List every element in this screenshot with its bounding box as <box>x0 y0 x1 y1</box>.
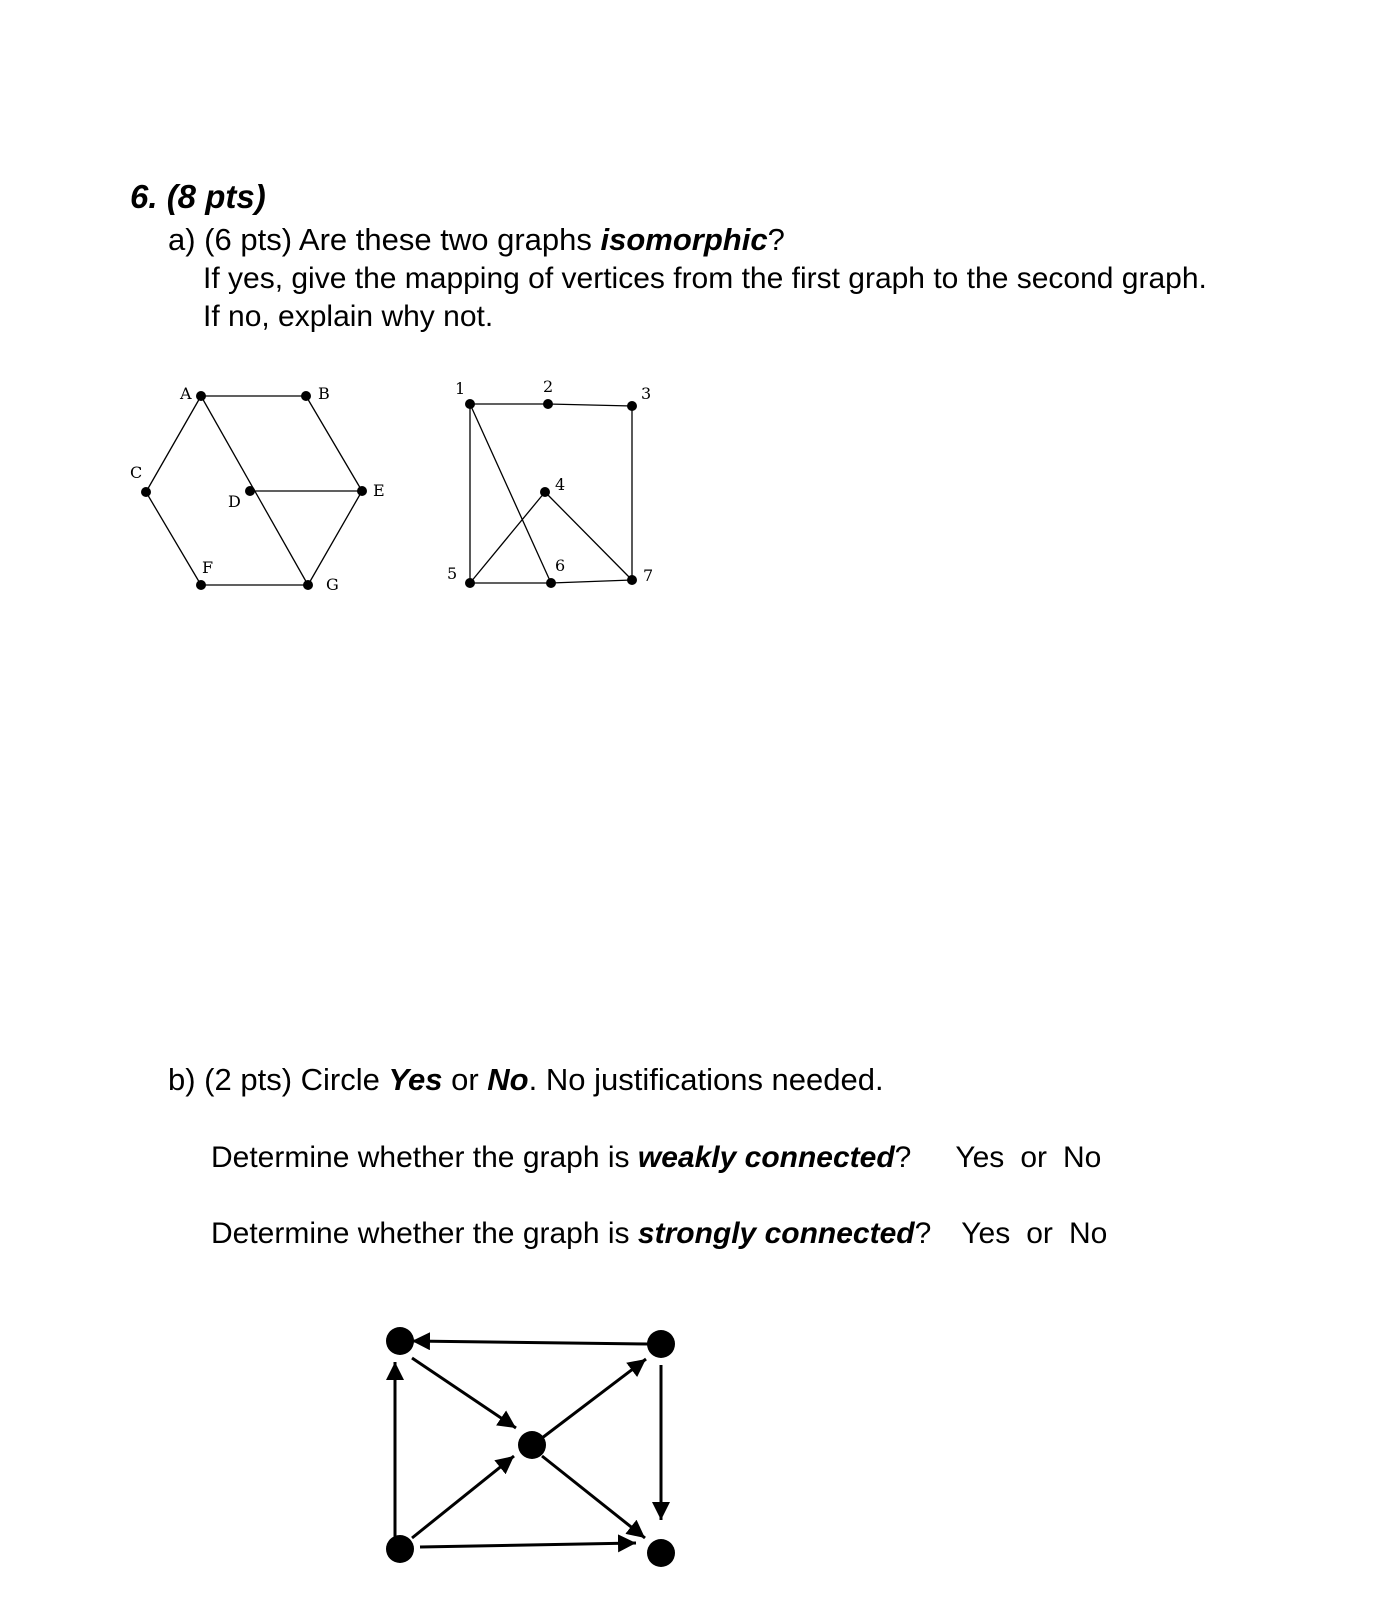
edge-1-6 <box>470 404 551 583</box>
weak-prefix: Determine whether the graph is <box>211 1141 638 1174</box>
label-c: C <box>130 463 143 482</box>
node-top-right <box>647 1330 675 1358</box>
arc-bottomleft-center <box>412 1456 514 1538</box>
strong-prefix: Determine whether the graph is <box>211 1217 638 1250</box>
arc-topright-topleft <box>412 1341 648 1344</box>
label-6: 6 <box>555 556 566 575</box>
strong-answer-yes[interactable]: Yes <box>961 1217 1011 1250</box>
arc-center-topright <box>542 1359 646 1438</box>
label-f: F <box>202 558 214 577</box>
arc-bottomleft-bottomright <box>420 1543 636 1547</box>
strong-answer-no[interactable]: No <box>1068 1217 1108 1250</box>
edge-c-f <box>146 492 201 585</box>
graph-2 <box>470 404 632 583</box>
vertex-4 <box>540 487 550 497</box>
part-a-no-instruction: If no, explain why not. <box>203 300 494 333</box>
weak-answer-choices <box>955 1141 1117 1175</box>
vertex-7 <box>627 575 637 585</box>
part-a-emphasis: isomorphic <box>600 222 768 257</box>
vertex-3 <box>627 401 637 411</box>
weak-answer-yes[interactable]: Yes <box>955 1141 1005 1174</box>
part-a-suffix: ? <box>767 222 785 257</box>
part-b-or: or <box>442 1062 488 1097</box>
graph-1-labels <box>130 384 385 594</box>
node-bottom-right <box>647 1539 675 1567</box>
label-1: 1 <box>455 379 466 398</box>
vertex-e <box>357 486 367 496</box>
vertex-a <box>196 391 206 401</box>
label-g: G <box>326 575 339 594</box>
label-2: 2 <box>543 377 554 396</box>
label-e: E <box>373 481 385 500</box>
edge-a-c <box>146 396 201 492</box>
edge-e-b <box>306 396 362 491</box>
label-b: B <box>318 384 330 403</box>
edge-g-e <box>308 491 362 585</box>
weak-emphasis: weakly connected <box>637 1141 895 1174</box>
arc-topleft-center <box>412 1358 516 1428</box>
edge-7-6 <box>551 580 632 583</box>
directed-graph-vertices <box>386 1327 675 1567</box>
edge-2-3 <box>548 404 632 406</box>
label-4: 4 <box>555 475 566 494</box>
vertex-d <box>245 486 255 496</box>
vertex-2 <box>543 399 553 409</box>
label-7: 7 <box>643 566 654 585</box>
weakly-connected-question <box>211 1141 1117 1175</box>
node-top-left <box>386 1327 414 1355</box>
label-5: 5 <box>447 564 458 583</box>
node-bottom-left <box>386 1535 414 1563</box>
weak-suffix: ? <box>894 1141 912 1174</box>
strong-emphasis: strongly connected <box>637 1217 915 1250</box>
edge-5-4 <box>470 492 545 583</box>
part-b-prefix: b) (2 pts) Circle <box>168 1062 389 1097</box>
strongly-connected-question <box>211 1217 1123 1251</box>
vertex-6 <box>546 578 556 588</box>
part-b-prompt <box>168 1062 884 1098</box>
part-b-suffix: . No justifications needed. <box>528 1062 884 1097</box>
label-3: 3 <box>641 384 652 403</box>
strong-answer-choices <box>961 1217 1123 1251</box>
question-title: 6. (8 pts) <box>130 178 266 215</box>
part-b-yes: Yes <box>388 1062 443 1097</box>
label-a: A <box>180 384 192 403</box>
label-d: D <box>228 492 241 511</box>
strong-answer-or: or <box>1026 1217 1053 1250</box>
arc-center-bottomright <box>542 1456 645 1538</box>
node-center <box>518 1431 546 1459</box>
part-b-no: No <box>487 1062 529 1097</box>
vertex-c <box>141 487 151 497</box>
part-a-yes-instruction: If yes, give the mapping of vertices from the first graph to the second graph. <box>203 262 1207 295</box>
vertex-f <box>196 580 206 590</box>
vertex-1 <box>465 399 475 409</box>
part-a-prefix: a) (6 pts) Are these two graphs <box>168 222 601 257</box>
vertex-b <box>301 391 311 401</box>
weak-answer-or: or <box>1020 1141 1047 1174</box>
vertex-5 <box>465 578 475 588</box>
weak-answer-no[interactable]: No <box>1063 1141 1102 1174</box>
strong-suffix: ? <box>914 1217 932 1250</box>
vertex-g <box>303 580 313 590</box>
